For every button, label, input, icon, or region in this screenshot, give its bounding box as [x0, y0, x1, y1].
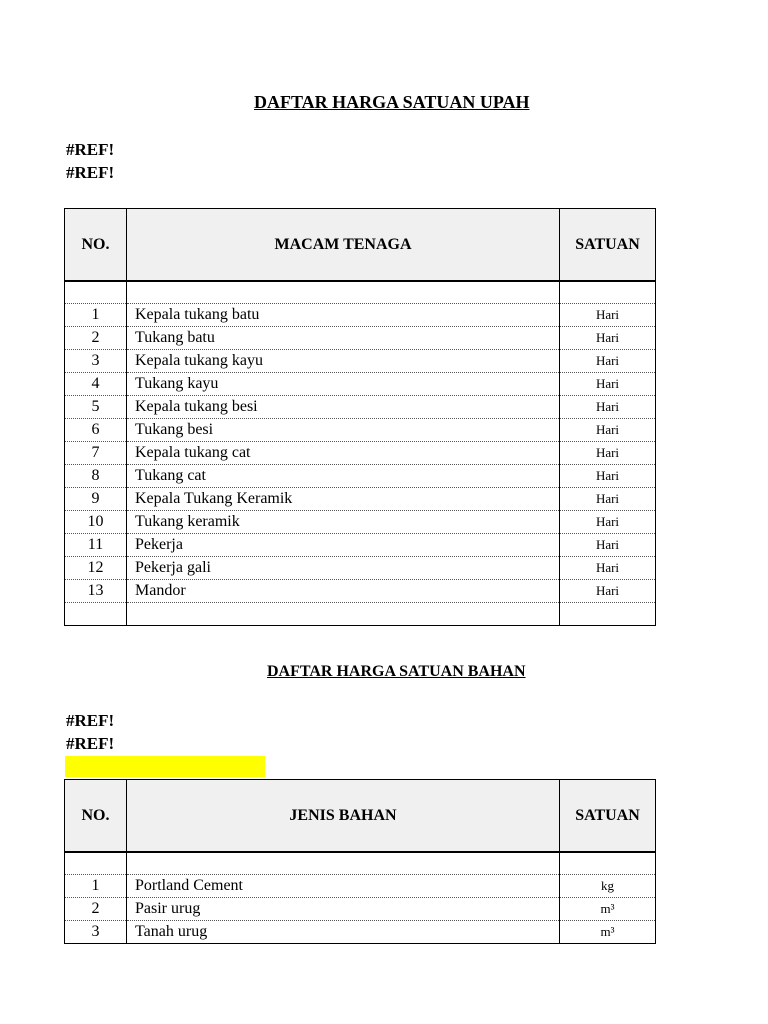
row-name: Mandor	[127, 580, 560, 603]
row-name: Kepala tukang cat	[127, 442, 560, 465]
row-unit: Hari	[560, 580, 656, 603]
row-number: 1	[65, 875, 127, 898]
table-row	[65, 557, 656, 580]
row-number: 4	[65, 373, 127, 396]
upah-header-unit: SATUAN	[560, 209, 656, 282]
row-unit: Hari	[560, 350, 656, 373]
row-unit: m³	[560, 898, 656, 921]
row-unit: Hari	[560, 557, 656, 580]
row-unit: Hari	[560, 465, 656, 488]
table-row	[65, 511, 656, 534]
upah-header-no: NO.	[65, 209, 127, 282]
row-name: Kepala tukang batu	[127, 304, 560, 327]
row-name: Tukang besi	[127, 419, 560, 442]
row-number: 5	[65, 396, 127, 419]
upah-header-name: MACAM TENAGA	[127, 209, 560, 282]
bahan-header-no: NO.	[65, 780, 127, 853]
row-unit: Hari	[560, 327, 656, 350]
row-name: Pekerja gali	[127, 557, 560, 580]
row-name: Tanah urug	[127, 921, 560, 944]
row-name: Tukang keramik	[127, 511, 560, 534]
row-number: 2	[65, 327, 127, 350]
row-number: 7	[65, 442, 127, 465]
bahan-ref-line-1: #REF!	[66, 711, 115, 730]
bahan-header-unit: SATUAN	[560, 780, 656, 853]
row-number: 9	[65, 488, 127, 511]
bahan-header-row	[65, 780, 656, 853]
table-row	[65, 350, 656, 373]
table-row	[65, 921, 656, 944]
upah-ref-line-2: #REF!	[66, 163, 115, 182]
row-name: Kepala tukang kayu	[127, 350, 560, 373]
row-name: Pekerja	[127, 534, 560, 557]
row-unit: Hari	[560, 442, 656, 465]
row-name: Tukang cat	[127, 465, 560, 488]
upah-spacer-row	[65, 281, 656, 304]
table-row	[65, 465, 656, 488]
row-unit: Hari	[560, 396, 656, 419]
row-name: Pasir urug	[127, 898, 560, 921]
row-number: 3	[65, 921, 127, 944]
upah-ref-line-1: #REF!	[66, 140, 115, 159]
row-number: 6	[65, 419, 127, 442]
table-row	[65, 875, 656, 898]
row-unit: Hari	[560, 511, 656, 534]
upah-title: DAFTAR HARGA SATUAN UPAH	[254, 92, 530, 112]
table-row	[65, 898, 656, 921]
row-name: Kepala Tukang Keramik	[127, 488, 560, 511]
row-unit: Hari	[560, 488, 656, 511]
row-unit: m³	[560, 921, 656, 944]
row-number: 12	[65, 557, 127, 580]
row-name: Kepala tukang besi	[127, 396, 560, 419]
table-row	[65, 419, 656, 442]
row-number: 8	[65, 465, 127, 488]
empty-table-row	[65, 603, 656, 626]
row-unit: Hari	[560, 373, 656, 396]
row-unit: Hari	[560, 534, 656, 557]
row-name: Portland Cement	[127, 875, 560, 898]
bahan-table	[64, 779, 656, 944]
table-row	[65, 396, 656, 419]
row-number: 13	[65, 580, 127, 603]
upah-header-row	[65, 209, 656, 282]
upah-table	[64, 208, 656, 626]
table-row	[65, 327, 656, 350]
row-name: Tukang batu	[127, 327, 560, 350]
bahan-header-name: JENIS BAHAN	[127, 780, 560, 853]
row-number: 2	[65, 898, 127, 921]
bahan-title: DAFTAR HARGA SATUAN BAHAN	[267, 663, 526, 680]
row-unit: Hari	[560, 419, 656, 442]
row-number: 1	[65, 304, 127, 327]
yellow-highlight-cell	[65, 756, 265, 777]
table-row	[65, 580, 656, 603]
table-row	[65, 442, 656, 465]
row-number: 10	[65, 511, 127, 534]
table-row	[65, 373, 656, 396]
row-number: 3	[65, 350, 127, 373]
bahan-ref-line-2: #REF!	[66, 734, 115, 753]
row-unit: Hari	[560, 304, 656, 327]
bahan-spacer-row	[65, 852, 656, 875]
table-row	[65, 534, 656, 557]
table-row	[65, 488, 656, 511]
table-row	[65, 304, 656, 327]
row-name: Tukang kayu	[127, 373, 560, 396]
row-number: 11	[65, 534, 127, 557]
row-unit: kg	[560, 875, 656, 898]
